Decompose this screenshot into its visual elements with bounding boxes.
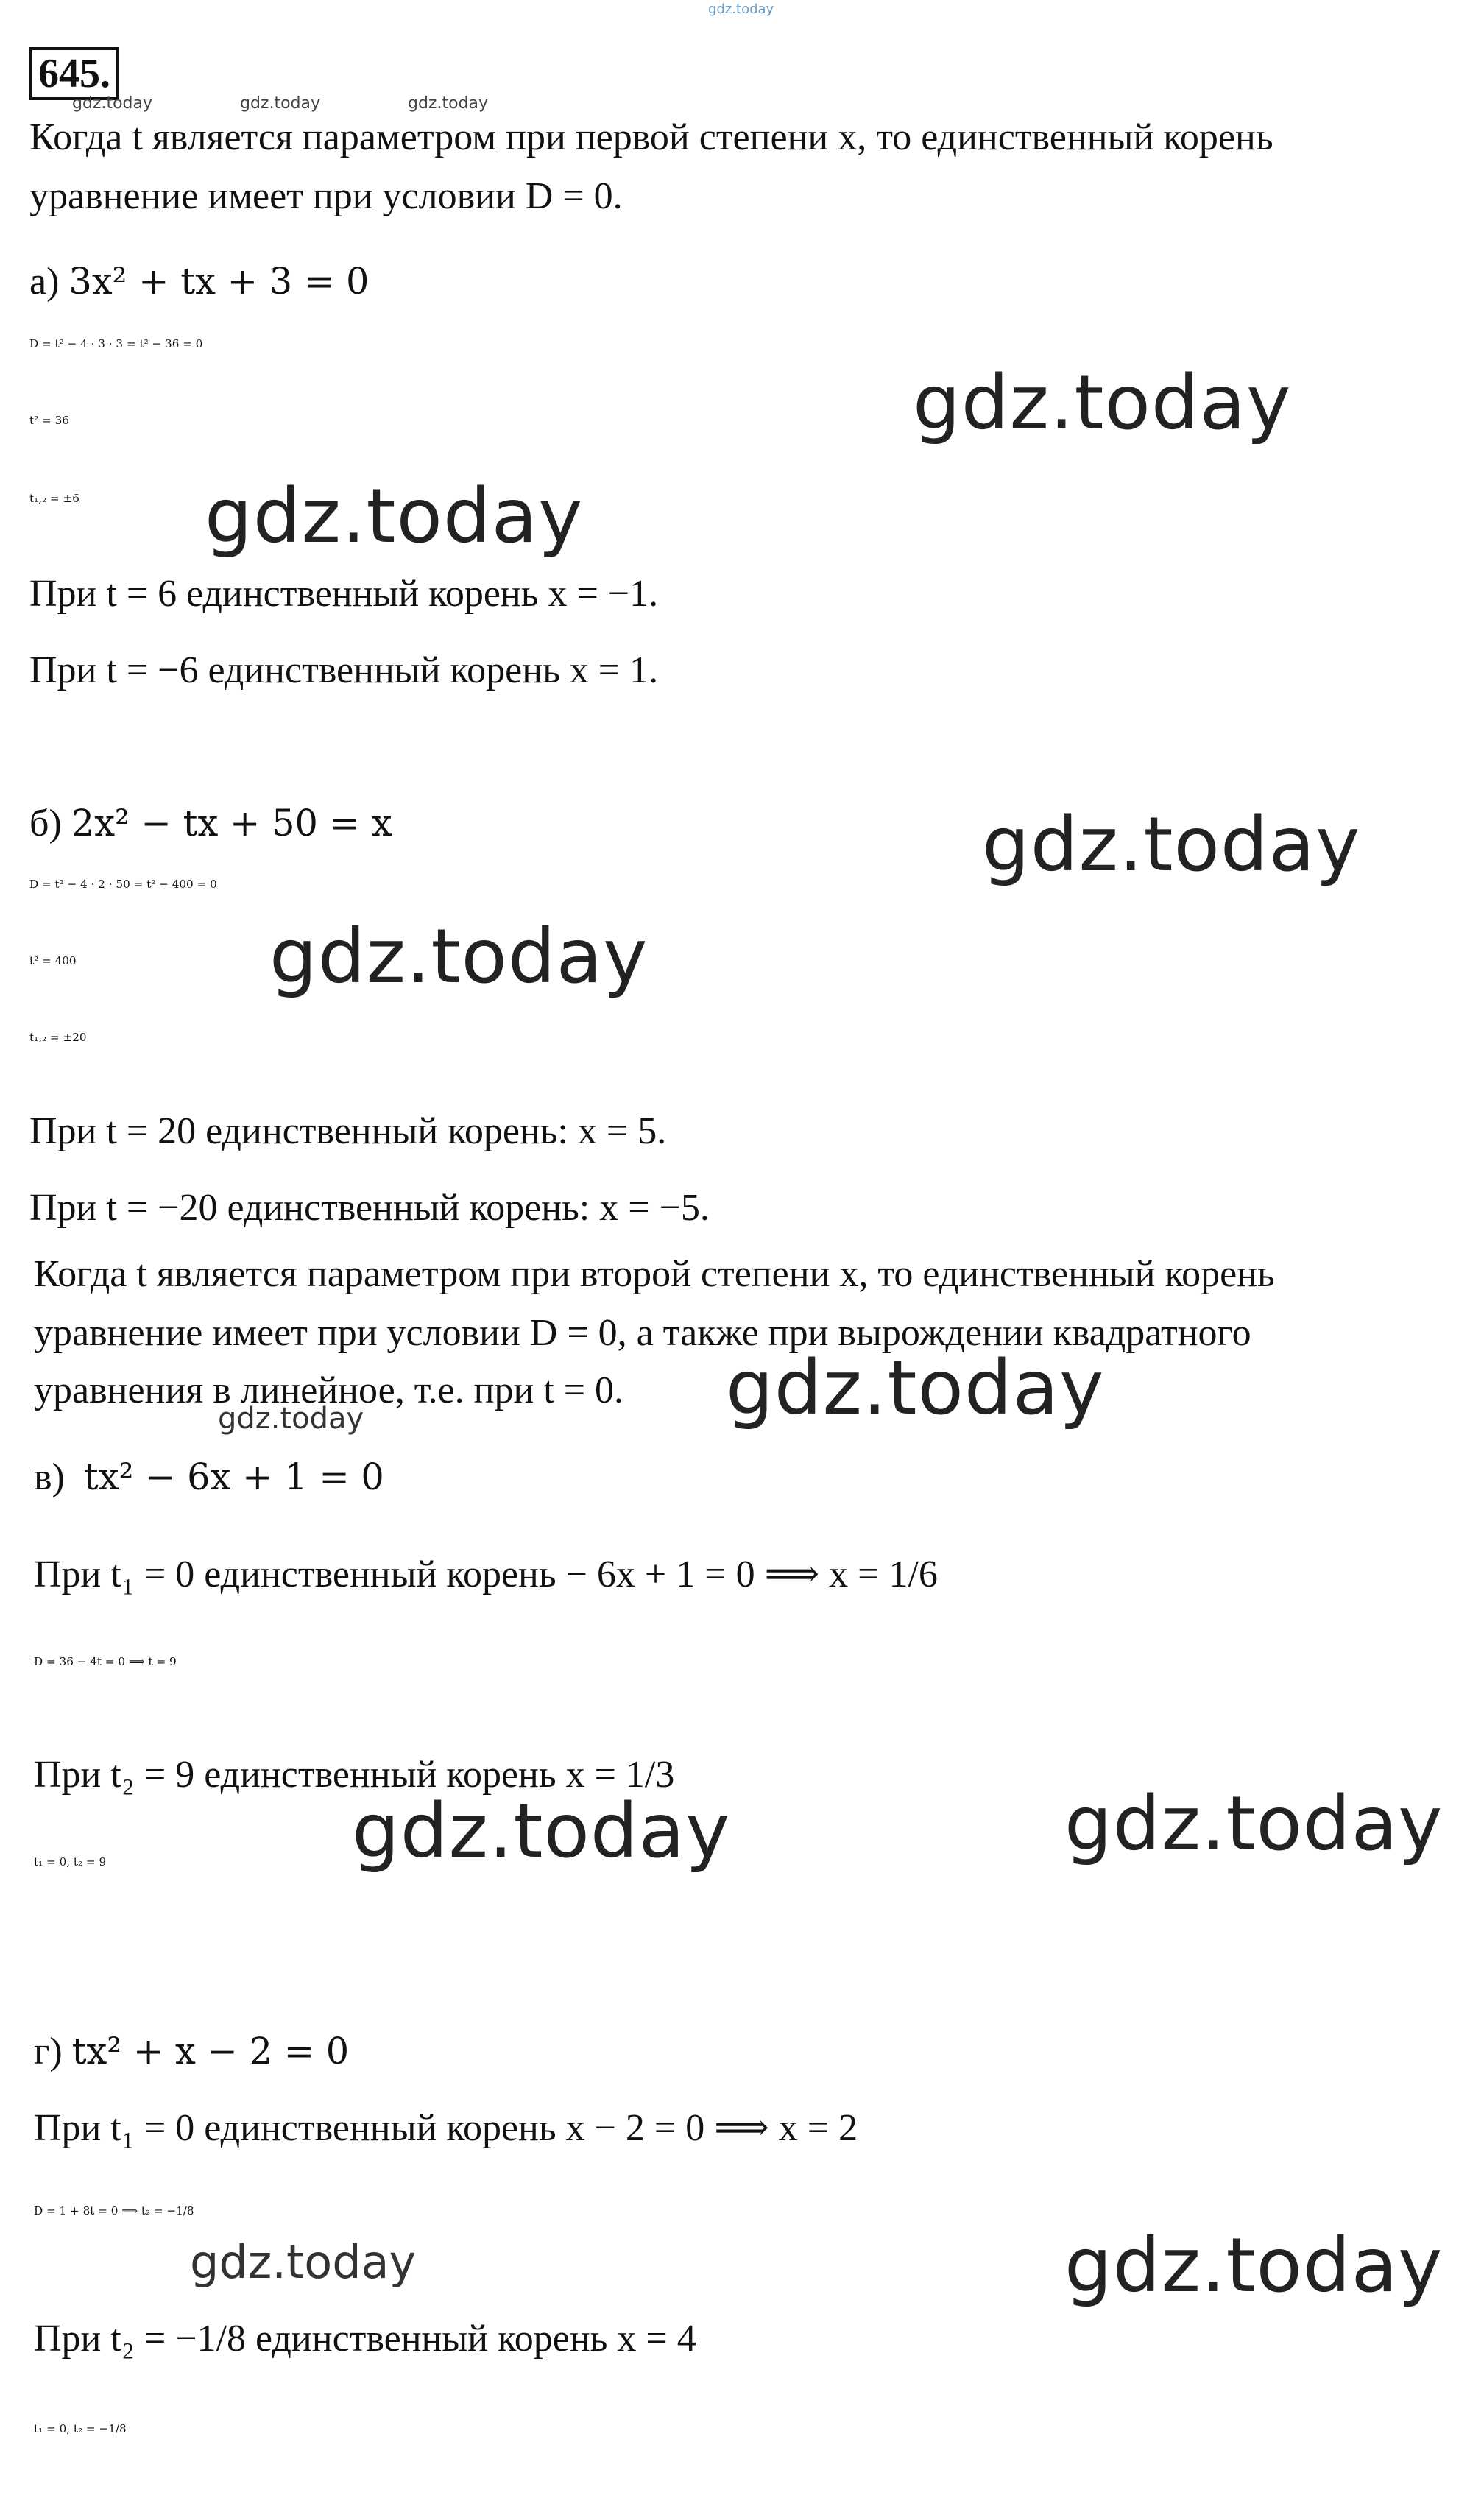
watermark-large: gdz.today: [913, 359, 1292, 447]
intro2-line1: Когда t является параметром при второй степени x, то единственный корень: [34, 1253, 1275, 1295]
part-v-case-t0: При t₁ = 0 единственный корень − 6x + 1 = 0 ⟹ x = 1/6: [34, 1553, 938, 1595]
watermark-large: gdz.today: [982, 801, 1361, 889]
watermark-large: gdz.today: [269, 913, 649, 1001]
part-v-label: в): [34, 1456, 65, 1498]
watermark-large: gdz.today: [726, 1344, 1105, 1432]
part-a-t-roots: t₁,₂ = ±6: [29, 492, 80, 505]
part-b-t-squared: t² = 400: [29, 954, 77, 967]
part-b-t-roots: t₁,₂ = ±20: [29, 1031, 87, 1044]
part-g-case-t0: При t₁ = 0 единственный корень x − 2 = 0 ⟹ x = 2: [34, 2107, 858, 2149]
header-watermark: gdz.today: [708, 1, 774, 17]
part-v-equation: [34, 1455, 384, 1500]
watermark-mid: gdz.today: [218, 1402, 364, 1436]
watermark-small: gdz.today: [240, 94, 321, 113]
watermark-large: gdz.today: [1064, 1780, 1444, 1868]
part-a-case1: При t = 6 единственный корень x = −1.: [29, 573, 659, 615]
part-b-equation: [29, 801, 392, 847]
part-a-t-squared: t² = 36: [29, 414, 69, 427]
part-b-case2: При t = −20 единственный корень: x = −5.: [29, 1187, 710, 1229]
part-v-equation-text: tx² − 6x + 1 = 0: [83, 1456, 384, 1498]
part-g-answer: t₁ = 0, t₂ = −1/8: [34, 2422, 127, 2435]
part-v-answer: t₁ = 0, t₂ = 9: [34, 1855, 107, 1869]
part-a-discriminant: D = t² − 4 · 3 · 3 = t² − 36 = 0: [29, 337, 203, 350]
intro1-line1: Когда t является параметром при первой степени x, то единственный корень: [29, 116, 1273, 158]
part-g-equation-text: tx² + x − 2 = 0: [71, 2030, 350, 2072]
part-g-label: г): [34, 2030, 63, 2072]
watermark-small: gdz.today: [72, 94, 153, 113]
part-b-case1: При t = 20 единственный корень: x = 5.: [29, 1110, 667, 1152]
intro2-line3: уравнения в линейное, т.е. при t = 0.: [34, 1369, 624, 1411]
part-g-discriminant: D = 1 + 8t = 0 ⟹ t₂ = −1/8: [34, 2204, 194, 2217]
problem-number: 645.: [29, 47, 119, 100]
intro1-line2: уравнение имеет при условии D = 0.: [29, 175, 623, 217]
intro2-line2: уравнение имеет при условии D = 0, а также при вырождении квадратного: [34, 1312, 1251, 1354]
watermark-small: gdz.today: [408, 94, 489, 113]
watermark-mid: gdz.today: [190, 2235, 417, 2289]
part-a-equation: [29, 259, 369, 305]
part-v-case-t9: При t₂ = 9 единственный корень x = 1/3: [34, 1754, 675, 1796]
part-v-discriminant: D = 36 − 4t = 0 ⟹ t = 9: [34, 1655, 177, 1668]
watermark-large: gdz.today: [1064, 2222, 1444, 2310]
part-a-case2: При t = −6 единственный корень x = 1.: [29, 649, 659, 691]
part-a-label: а): [29, 261, 60, 303]
part-g-equation: [34, 2029, 349, 2075]
part-b-equation-text: 2x² − tx + 50 = x: [71, 802, 392, 844]
part-g-case-t2: При t₂ = −1/8 единственный корень x = 4: [34, 2318, 696, 2360]
watermark-large: gdz.today: [352, 1788, 731, 1875]
watermark-large: gdz.today: [205, 473, 584, 560]
part-b-discriminant: D = t² − 4 · 2 · 50 = t² − 400 = 0: [29, 878, 217, 891]
part-a-equation-text: 3x² + tx + 3 = 0: [68, 260, 370, 303]
part-b-label: б): [29, 802, 62, 844]
